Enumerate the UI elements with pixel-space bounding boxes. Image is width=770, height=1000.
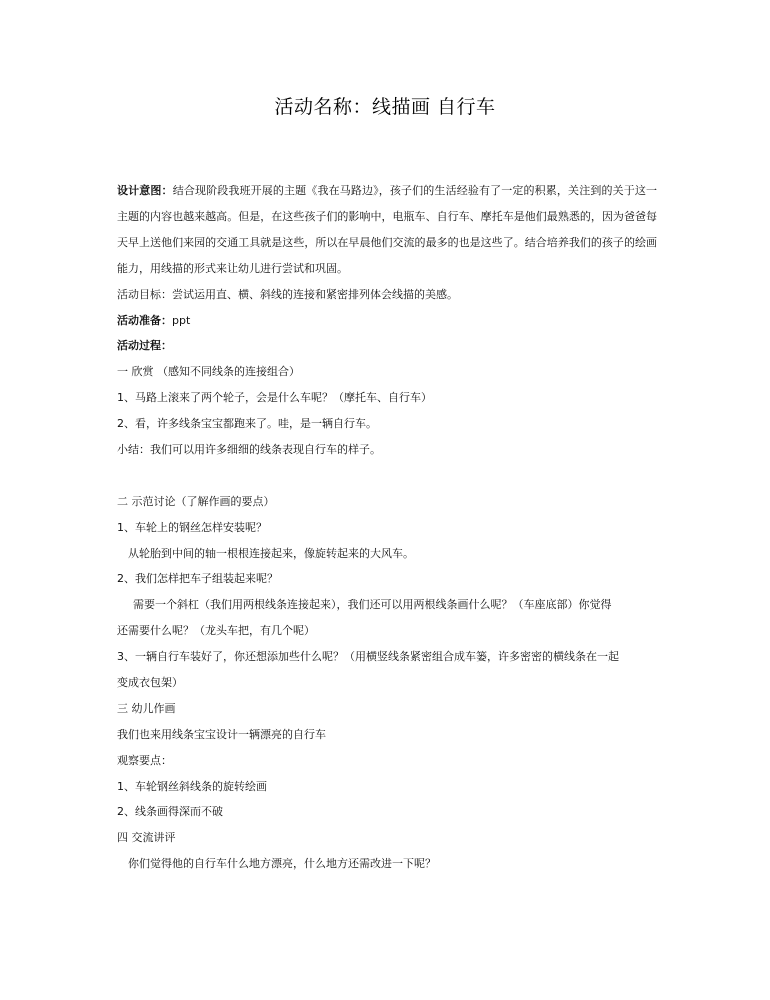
process-label: 活动过程： [117, 339, 172, 353]
section2-answer-2-line-1: 需要一个斜杠（我们用两根线条连接起来），我们还可以用两根线条画什么呢？（车座底部）你觉得 [133, 598, 612, 612]
section1-item-2-number: 2、 [117, 417, 135, 431]
document-body [117, 178, 657, 877]
section3-point-1 [117, 774, 657, 800]
section3-observation-label: 观察要点： [117, 753, 172, 767]
goal-text: 尝试运用直、横、斜线的连接和紧密排列体会线描的美感。 [172, 287, 458, 301]
section1-summary: 小结：我们可以用许多细细的线条表现自行车的样子。 [117, 442, 381, 456]
design-intent-label: 设计意图： [117, 184, 173, 197]
section2-question-2-number: 2、 [117, 572, 135, 586]
section3-point-2-number: 2、 [117, 805, 135, 819]
section2-heading: 二 示范讨论（了解作画的要点） [117, 494, 275, 508]
section2-question-1-number: 1、 [117, 520, 135, 534]
section3-point-1-number: 1、 [117, 779, 135, 793]
section2-question-1-text: 车轮上的钢丝怎样安装呢？ [135, 520, 267, 534]
goal-label: 活动目标： [117, 287, 172, 301]
prep-line [117, 308, 657, 334]
section3-point-2-text: 线条画得深而不破 [135, 805, 223, 819]
section4-heading: 四 交流讲评 [117, 831, 176, 845]
section1-item-2-text: 看，许多线条宝宝都跑来了。哇，是一辆自行车。 [135, 417, 377, 431]
section1-item-2 [117, 411, 657, 437]
section2-question-1 [117, 515, 657, 541]
design-intent-paragraph [117, 178, 657, 282]
section2-question-3-text: 一辆自行车装好了，你还想添加些什么呢？（用横竖线条紧密组合成车篓，许多密密的横线条在一起 [135, 650, 619, 664]
prep-value: ppt [172, 313, 191, 327]
section2-answer-2-line-2: 还需要什么呢？（龙头车把，有几个呢） [117, 624, 315, 638]
section3-line-1: 我们也来用线条宝宝设计一辆漂亮的自行车 [117, 727, 326, 741]
section3-point-1-text: 车轮钢丝斜线条的旋转绘画 [135, 779, 267, 793]
section4-line-1: 你们觉得他的自行车什么地方漂亮，什么地方还需改进一下呢？ [128, 857, 436, 871]
section2-question-2 [117, 566, 657, 592]
section2-question-3-number: 3、 [117, 650, 135, 664]
section1-item-1 [117, 385, 657, 411]
section1-item-1-text: 马路上滚来了两个轮子，会是什么车呢？（摩托车、自行车） [135, 391, 432, 405]
page-title: 活动名称：线描画 自行车 [274, 96, 496, 118]
section3-heading: 三 幼儿作画 [117, 701, 176, 715]
section2-answer-1: 从轮胎到中间的轴一根根连接起来，像旋转起来的大风车。 [128, 546, 414, 560]
section2-question-2-text: 我们怎样把车子组装起来呢？ [135, 572, 278, 586]
goal-line [117, 282, 657, 308]
section1-item-1-number: 1、 [117, 391, 135, 405]
section2-question-3-line-2: 变成衣包架） [117, 675, 183, 689]
section1-heading: 一 欣赏 （感知不同线条的连接组合） [117, 365, 300, 379]
section2-question-3 [117, 644, 657, 670]
design-intent-text: 结合现阶段我班开展的主题《我在马路边》，孩子们的生活经验有了一定的积累，关注到的关于这一主题的内容也越来越高。但是，在这些孩子们的影响中，电瓶车、自行车、摩托车是他们最熟悉的，因为爸爸每天早上送他们来园的交通工具就是这些，所以在早晨他们交流的最多的也是这些了。结合培养我们的孩子的绘画能力，用线描的形式来让幼儿进行尝试和巩固。 [117, 184, 658, 275]
blank-line [117, 463, 657, 489]
prep-label: 活动准备： [117, 313, 172, 327]
section3-point-2 [117, 799, 657, 825]
